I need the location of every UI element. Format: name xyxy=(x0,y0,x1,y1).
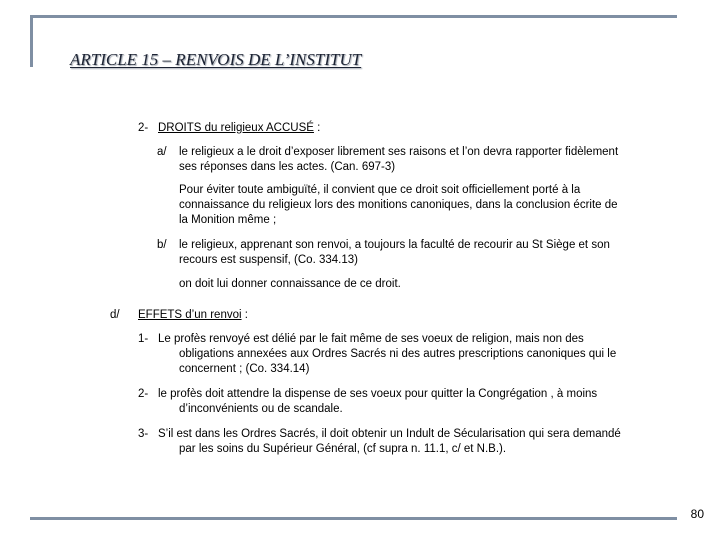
item-1-marker: 1- xyxy=(138,333,149,345)
page-title: ARTICLE 15 – RENVOIS DE L’INSTITUT xyxy=(70,50,362,69)
item-1-line-3: concernent ; (Co. 334.14) xyxy=(179,363,310,375)
item-3-line-1: S’il est dans les Ordres Sacrés, il doit obtenir un Indult de Sécularisation qui sera demandé xyxy=(158,428,621,440)
note-line-2: connaissance du religieux lors des monitions canoniques, dans la conclusion écrite de xyxy=(179,199,618,211)
item-1-line-1: Le profès renvoyé est délié par le fait même de ses voeux de religion, mais non des xyxy=(158,333,584,345)
note-line-3: la Monition même ; xyxy=(179,214,277,226)
section-d-marker: d/ xyxy=(110,309,120,321)
item-a-line-2: ses réponses dans les actes. (Can. 697-3) xyxy=(179,161,396,173)
left-frame-line xyxy=(30,15,33,67)
section-d-heading-line xyxy=(138,308,248,323)
section-2-heading-suffix: : xyxy=(313,122,321,134)
item-b-marker: b/ xyxy=(157,239,167,251)
item-3-line-2: par les soins du Supérieur Général, (cf supra n. 11.1, c/ et N.B.). xyxy=(179,443,507,455)
section-2-heading: DROITS du religieux ACCUSÉ xyxy=(158,122,314,134)
section-2-marker: 2- xyxy=(138,122,149,134)
note-line-1: Pour éviter toute ambiguïté, il convient que ce droit soit officiellement porté à la xyxy=(179,184,581,196)
section-d-heading: EFFETS d’un renvoi xyxy=(138,309,242,321)
item-b-note: on doit lui donner connaissance de ce droit. xyxy=(179,278,401,290)
bottom-frame-line xyxy=(30,517,677,520)
item-2-line-1: le profès doit attendre la dispense de ses voeux pour quitter la Congrégation , à moins xyxy=(158,388,598,400)
item-2-marker: 2- xyxy=(138,388,149,400)
item-a-line-1: le religieux a le droit d’exposer librement ses raisons et l’on devra rapporter fidèlement xyxy=(179,146,619,158)
item-1-line-2: obligations annexées aux Ordres Sacrés ni des autres prescriptions canoniques qui le xyxy=(179,348,617,360)
item-b-line-1: le religieux, apprenant son renvoi, a toujours la faculté de recourir au St Siège et son xyxy=(179,239,610,251)
item-2-line-2: d’inconvénients ou de scandale. xyxy=(179,403,343,415)
item-b-line-2: recours est suspensif, (Co. 334.13) xyxy=(179,254,358,266)
page-number: 80 xyxy=(690,507,704,521)
item-a-marker: a/ xyxy=(157,146,167,158)
item-3-marker: 3- xyxy=(138,428,149,440)
section-2-heading-line xyxy=(158,121,320,136)
top-frame-line xyxy=(30,15,677,18)
section-d-heading-suffix: : xyxy=(241,309,248,321)
